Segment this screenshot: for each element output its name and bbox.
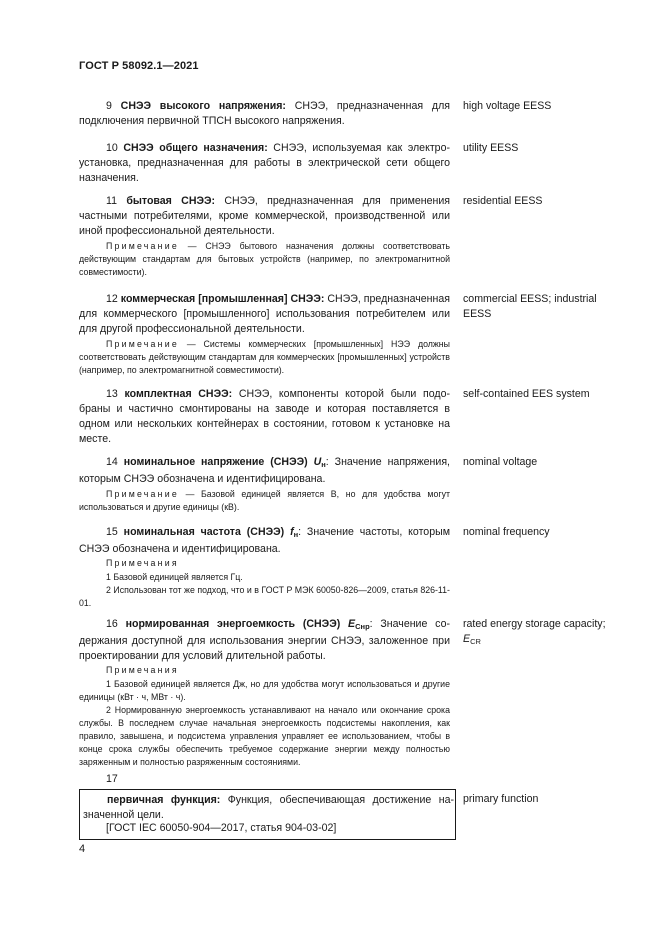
term-14: 14 номинальное напряжение (СНЭЭ) $U_н$: Значение напряжения, которым СНЭЭ обозначена и идентифицирована. — [79, 456, 450, 485]
term-10-english: utility EESS — [463, 142, 519, 154]
term-12: 12 коммерческая [промышленная] СНЭЭ: СНЭЭ, предназначенная для коммерческого [промышленного] использования потребителем или для другой профессиональной деятельности. — [79, 293, 451, 335]
term-9: 9 СНЭЭ высокого напряжения: СНЭЭ, предназначенная для подключения первичной ТПСН высокого напряжения. — [79, 100, 450, 127]
term-15-note-1: 1 Базовой единицей является Гц. — [106, 572, 243, 582]
page-number: 4 — [79, 843, 86, 855]
term-17-reference: [ГОСТ IEC 60050-904—2017, статья 904-03-02] — [106, 822, 337, 834]
term-16-note-1: 1 Базовой единицей является Дж, но для удобства могут использоваться и другие единицы (кВт · ч, МВт · ч). — [79, 679, 450, 702]
term-17-english: primary function — [463, 793, 539, 805]
term-15-note-2: 2 Использован тот же подход, что и в ГОСТ Р МЭК 60050-826—2009, статья 826-11-01. — [79, 585, 450, 608]
term-11-note: Примечание — СНЭЭ бытового назначения должны соответствовать действующим стандартам для бытовых устройств (например, по электромагнитной совместимости). — [79, 241, 450, 277]
term-12-english: commercial EESS; industrial EESS — [463, 293, 597, 320]
term-16: 16 нормированная энергоемкость (СНЭЭ) $E_{Снр}$: Значение содержания доступной для использования энергии СНЭЭ, заложенное при проектировании для условий длительной работы. — [79, 618, 450, 662]
term-13: 13 комплектная СНЭЭ: СНЭЭ, компоненты которой были подобраны и частично смонтированы на заводе и которая поставляется в одном или нескольких контейнерах в состоянии, готовом к установке на месте. — [79, 388, 450, 445]
term-16-notes-title: Примечания — [106, 665, 179, 675]
term-16-english: rated energy storage capacity; $E_{CR}$ — [463, 618, 606, 646]
term-14-note: Примечание — Базовой единицей является В, но для удобства могут использоваться и другие единицы (кВ). — [79, 489, 450, 512]
term-17-number: 17 — [106, 773, 118, 785]
term-15-english: nominal frequency — [463, 526, 550, 538]
term-16-note-2: 2 Нормированную энергоемкость устанавливают на начало или окончание срока службы. В последнем случае начальная энергоемкость подсистемы накопления, как правило, завышена, и подсистема управления управляет ее использованием, чтобы в конце срока службы обеспечить требуемое содержание энергии между полностью заряженным и полностью разряженным состояниями. — [79, 705, 450, 767]
term-13-english: self-contained EES system — [463, 388, 590, 400]
term-15-notes-title: Примечания — [106, 558, 179, 568]
term-9-english: high voltage EESS — [463, 100, 552, 112]
term-11: 11 бытовая СНЭЭ: СНЭЭ, предназначенная для применения частными потребителями, кроме коммерческой, производственной или иной профессиональной деятельности. — [79, 195, 451, 237]
term-15: 15 номинальная частота (СНЭЭ) $f_н$: Значение частоты, которым СНЭЭ обозначена и идентифицирована. — [79, 526, 450, 555]
term-14-english: nominal voltage — [463, 456, 538, 468]
term-10: 10 СНЭЭ общего назначения: СНЭЭ, используемая как электроустановка, предназначенная для работы в электрической сети общего назначения. — [79, 142, 450, 184]
term-12-note: Примечание — Системы коммерческих [промышленных] НЭЭ должны соответствовать действующим стандартам для коммерческих [промышленных] устройств (например, по электромагнитной совместимости). — [79, 339, 450, 375]
document-header: ГОСТ Р 58092.1—2021 — [79, 60, 199, 72]
term-11-english: residential EESS — [463, 195, 543, 207]
term-17: первичная функция: Функция, обеспечивающая достижение назначенной цели. — [83, 794, 454, 821]
